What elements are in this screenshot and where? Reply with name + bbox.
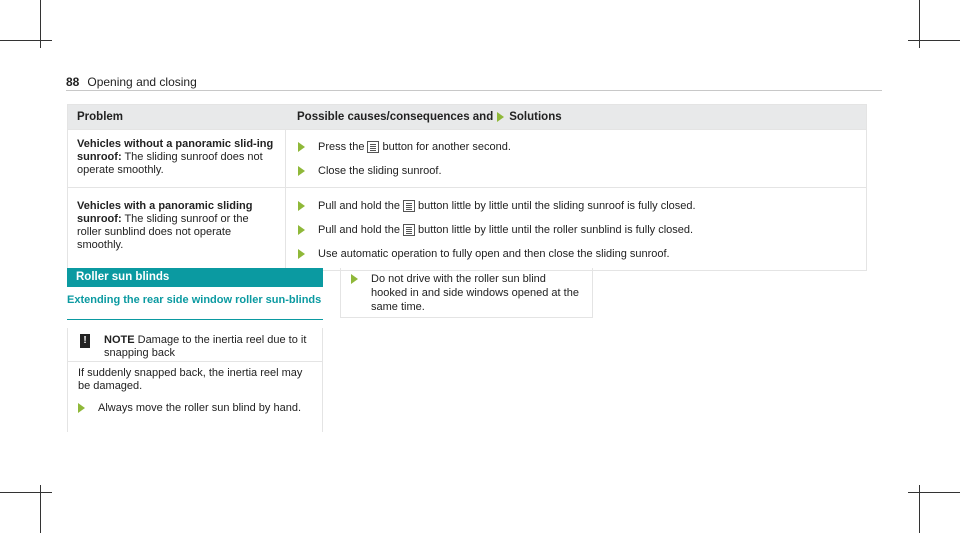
arrow-right-icon bbox=[298, 142, 305, 152]
solution-step bbox=[298, 164, 854, 178]
subsection-heading: Extending the rear side window roller sun-blinds bbox=[67, 294, 322, 306]
arrow-right-icon bbox=[298, 201, 305, 211]
instruction-text: Do not drive with the roller sun blind hooked in and side windows opened at the same time. bbox=[371, 273, 579, 313]
note-body bbox=[68, 362, 322, 415]
causes-label: Possible causes/consequences and bbox=[297, 111, 494, 123]
note-headline-wrap bbox=[104, 334, 322, 359]
menu-button-icon bbox=[403, 224, 415, 236]
arrow-right-icon bbox=[298, 225, 305, 235]
table-row bbox=[68, 187, 866, 270]
crop-mark bbox=[908, 40, 960, 41]
crop-mark bbox=[0, 492, 52, 493]
section-heading: Roller sun blinds bbox=[67, 268, 323, 287]
step-text: Pull and hold the bbox=[318, 224, 400, 236]
problem-description: The sliding sunroof or the roller sunblind does not operate smoothly. bbox=[77, 213, 249, 251]
solution-cell bbox=[286, 188, 866, 270]
solution-step bbox=[298, 247, 854, 261]
page-header bbox=[66, 75, 197, 89]
problem-cell bbox=[68, 130, 286, 187]
step-text-after: button little by little until the sliding sunroof is fully closed. bbox=[417, 200, 696, 212]
solution-cell bbox=[286, 130, 866, 187]
step-text: Close the sliding sunroof. bbox=[318, 165, 442, 177]
arrow-right-icon bbox=[298, 249, 305, 259]
arrow-right-icon bbox=[351, 274, 358, 284]
section-title: Opening and closing bbox=[87, 75, 197, 89]
solution-step bbox=[298, 199, 854, 213]
note-step-text: Always move the roller sun blind by hand. bbox=[98, 402, 301, 414]
step-text: Use automatic operation to fully open and then close the sliding sunroof. bbox=[318, 248, 670, 260]
note-text: If suddenly snapped back, the inertia reel may be damaged. bbox=[78, 367, 303, 392]
note-header bbox=[68, 328, 322, 362]
header-divider bbox=[66, 90, 882, 91]
arrow-right-icon bbox=[78, 403, 85, 413]
menu-button-icon bbox=[403, 200, 415, 212]
step-text-after: button for another second. bbox=[382, 141, 511, 153]
arrow-right-icon bbox=[497, 112, 504, 122]
instruction-step bbox=[351, 272, 582, 314]
problem-title: Vehicles without a panoramic slid-ing sunroof: bbox=[77, 138, 274, 163]
crop-mark bbox=[0, 40, 52, 41]
troubleshooting-table bbox=[67, 104, 867, 271]
arrow-right-icon bbox=[298, 166, 305, 176]
problem-cell bbox=[68, 188, 286, 270]
exclamation-icon: ! bbox=[80, 334, 90, 348]
subsection-divider bbox=[67, 319, 323, 320]
step-text: Press the bbox=[318, 141, 365, 153]
table-row bbox=[68, 129, 866, 187]
column-header-causes bbox=[286, 111, 562, 123]
solution-step bbox=[298, 223, 854, 237]
column-header-problem: Problem bbox=[77, 111, 124, 123]
step-text: Pull and hold the bbox=[318, 200, 400, 212]
problem-description: The sliding sunroof does not operate smoothly. bbox=[77, 151, 263, 176]
table-header bbox=[68, 105, 866, 129]
note-step bbox=[78, 401, 312, 415]
step-text-after: button little by little until the roller sunblind is fully closed. bbox=[417, 224, 694, 236]
page-number: 88 bbox=[66, 75, 80, 89]
solution-step bbox=[298, 140, 854, 154]
menu-button-icon bbox=[367, 141, 379, 153]
crop-mark bbox=[908, 492, 960, 493]
note-box bbox=[67, 328, 323, 432]
note-label: NOTE bbox=[104, 334, 135, 346]
solutions-label: Solutions bbox=[509, 111, 562, 123]
note-headline: Damage to the inertia reel due to it snapping back bbox=[104, 334, 307, 359]
instruction-box bbox=[340, 268, 593, 318]
problem-title: Vehicles with a panoramic sliding sunroof: bbox=[77, 200, 253, 225]
